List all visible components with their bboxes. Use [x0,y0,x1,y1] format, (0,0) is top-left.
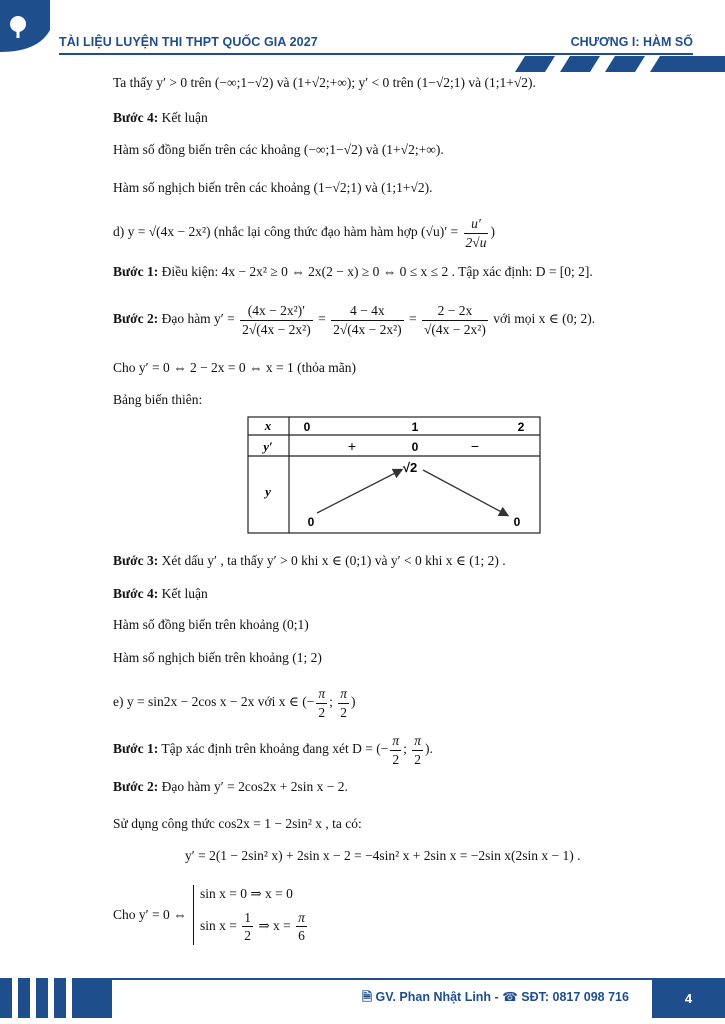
paragraph-sign-summary: Ta thấy y′ > 0 trên (−∞;1−√2) và (1+√2;+∞); y′ < 0 trên (1−√2;1) và (1;1+√2). [113,75,536,90]
header-stripes [515,56,725,72]
paragraph-part-d: d) y = √(4x − 2x²) (nhắc lại công thức đạo hàm hàm hợp (√u)′ = $\frac{u'}{2√u}$ ) [113,216,495,250]
table-x-value: 2 [517,420,525,434]
table-sign: 0 [411,440,419,454]
tree-logo-icon [0,0,50,52]
paragraph-derivative-d: Bước 2: Đạo hàm y′ = $\frac{\text{(4x − 2x²)′}}{\text{2√(4x − 2x²)}}$ = $\frac{4 - 4x}{\text{2√(4x − 2x²)}}$ = $\frac{2 - 2x}{\text{√(4x − 2x²)}}$ với mọi x ∈ (0; 2). [113,303,596,337]
table-sign: − [470,438,480,454]
document-icon: 🗎 [362,990,373,1004]
paragraph-solve: Cho y′ = 0 ⇔ sin x = 0 ⇒ x = 0 sin x = $\frac{1}{2}$ ⇒ x = $\frac{\pi}{6}$ [113,885,309,945]
paragraph-derivative-e: Bước 2: Đạo hàm y′ = 2cos2x + 2sin x − 2. [113,779,348,794]
page-number: 4 [652,978,725,1018]
step-label: Bước 4: [113,110,159,125]
table-label-yprime: y′ [263,439,273,454]
paragraph-increasing: Hàm số đồng biến trên các khoảng (−∞;1−√2) và (1+√2;+∞). [113,142,444,157]
table-label-x: x [264,418,272,433]
paragraph-domain-e: Bước 1: Tập xác định trên khoảng đang xét D = (− $\frac{\pi}{2}$ ; $\frac{\pi}{2}$ ). [113,733,433,767]
paragraph-decreasing: Hàm số nghịch biến trên các khoảng (1−√2;1) và (1;1+√2). [113,180,433,195]
footer-stripes [0,978,112,1018]
header-document-title: TÀI LIỆU LUYỆN THI THPT QUỐC GIA 2027 [59,35,318,49]
table-x-value: 0 [303,420,311,434]
paragraph-part-e: e) y = sin2x − 2cos x − 2x với x ∈ (− $\frac{\pi}{2}$ ; $\frac{\pi}{2}$ ) [113,686,356,720]
paragraph-step3: Bước 3: Xét dấu y′ , ta thấy y′ > 0 khi x ∈ (0;1) và y′ < 0 khi x ∈ (1; 2) . [113,553,506,568]
paragraph-identity: Sử dụng công thức cos2x = 1 − 2sin² x , ta có: [113,816,362,831]
paragraph-step4-heading-2: Bước 4: Kết luận [113,586,208,601]
paragraph-table-heading: Bảng biến thiên: [113,392,203,407]
table-y-value: 0 [513,515,521,529]
phone-icon: ☎ [502,990,518,1004]
paragraph-step4-heading: Bước 4: Kết luận [113,110,208,125]
footer-rule [112,978,652,980]
paragraph-domain: Bước 1: Điều kiện: 4x − 2x² ≥ 0 ⇔ 2x(2 − x) ≥ 0 ⇔ 0 ≤ x ≤ 2 . Tập xác định: D = [0; 2]. [113,264,593,279]
decreasing-arrow [423,470,507,515]
paragraph-decreasing-d: Hàm số nghịch biến trên khoảng (1; 2) [113,650,322,665]
solution-bracket: sin x = 0 ⇒ x = 0 sin x = $\frac{1}{2}$ ⇒ x = $\frac{\pi}{6}$ [193,885,309,945]
table-x-value: 1 [411,420,419,434]
table-label-y: y [265,484,271,499]
paragraph-critical-point: Cho y′ = 0 ⇔ 2 − 2x = 0 ⇔ x = 1 (thỏa mãn) [113,360,357,375]
footer-contact: 🗎 GV. Phan Nhật Linh - ☎ SĐT: 0817 098 716 [362,990,629,1004]
table-y-value: 0 [307,515,315,529]
increasing-arrow [317,470,401,513]
variation-table [247,416,541,534]
table-sign: + [347,438,357,454]
header-chapter-title: CHƯƠNG I: HÀM SỐ [570,35,693,49]
header-rule [59,53,693,55]
paragraph-increasing-d: Hàm số đồng biến trên khoảng (0;1) [113,617,309,632]
paragraph-expansion: y′ = 2(1 − 2sin² x) + 2sin x − 2 = −4sin² x + 2sin x = −2sin x(2sin x − 1) . [185,848,581,863]
table-y-value: √2 [402,460,418,475]
